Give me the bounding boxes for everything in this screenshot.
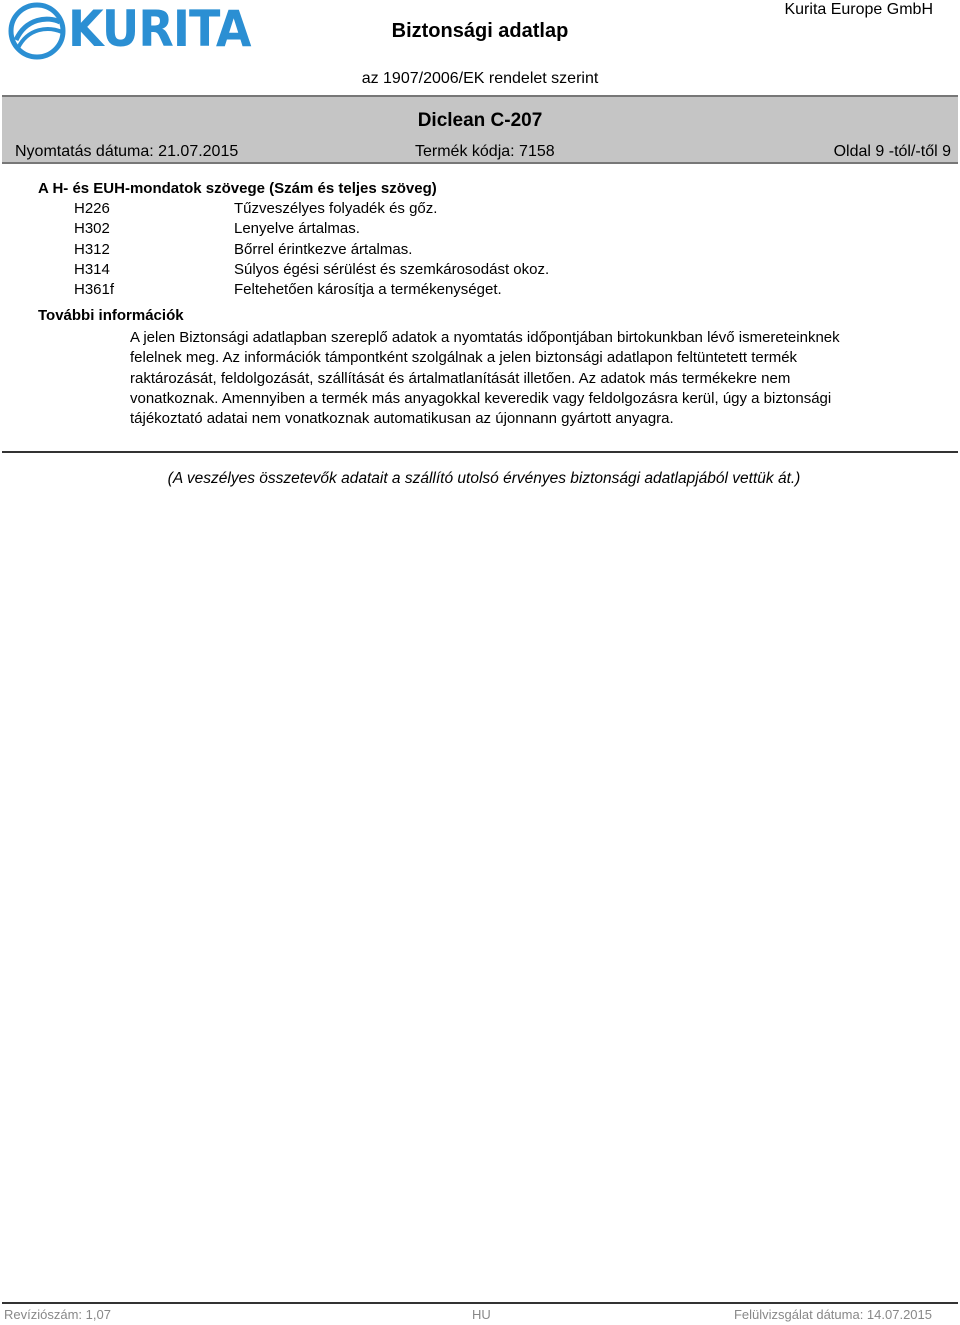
revision-number: Revíziószám: 1,07 (4, 1307, 111, 1322)
h-text: Bőrrel érintkezve ártalmas. (234, 241, 413, 258)
review-date: Felülvizsgálat dátuma: 14.07.2015 (733, 1307, 932, 1322)
language-code: HU (472, 1307, 491, 1322)
further-info-text: A jelen Biztonsági adatlapban szereplő adatok a nyomtatás időpontjában birtokunkban lévő ismereteinknek felelnek meg. Az információk támpontként szolgálnak a jelen biztonsági adatlapon feltüntetett termék raktározását, feldolgozását, szállítását és ártalmatlanítását illetően. Az adatok más termékekre nem vonatkoznak. Amennyiben a termék más anyagokkal keveredik vagy feldolgozásra kerül, úgy a biztonsági tájékoztató adatai nem vonatkoznak automatikusan az újonnann gyártott anyagra. (130, 329, 840, 428)
logo-text: KURITA (68, 0, 251, 58)
h-statement-row (0, 241, 960, 261)
h-text: Lenyelve ártalmas. (234, 220, 360, 237)
product-code: Termék kódja: 7158 (415, 143, 555, 160)
h-code: H226 (74, 200, 110, 217)
company-name: Kurita Europe GmbH (784, 1, 933, 18)
h-statement-row (0, 281, 960, 301)
product-name: Diclean C-207 (417, 110, 543, 131)
h-statement-row (0, 220, 960, 240)
h-statements-heading: A H- és EUH-mondatok szövege (Szám és teljes szöveg) (38, 180, 437, 197)
document-subtitle: az 1907/2006/EK rendelet szerint (361, 70, 599, 87)
h-code: H312 (74, 241, 110, 258)
footer-divider (2, 1302, 958, 1304)
h-text: Tűzveszélyes folyadék és gőz. (234, 200, 438, 217)
h-code: H314 (74, 261, 110, 278)
source-note: (A veszélyes összetevők adatait a szállító utolsó érvényes biztonsági adatlapjából vettük át.) (167, 470, 801, 487)
page-number: Oldal 9 -tól/-től 9 (833, 143, 951, 160)
divider (2, 451, 958, 453)
further-info-heading: További információk (38, 307, 184, 324)
h-statement-row (0, 261, 960, 281)
h-code: H302 (74, 220, 110, 237)
product-header-band (2, 95, 958, 164)
h-text: Súlyos égési sérülést és szemkárosodást okoz. (234, 261, 550, 278)
h-statement-row (0, 200, 960, 220)
h-text: Feltehetően károsítja a termékenységet. (234, 281, 502, 298)
print-date: Nyomtatás dátuma: 21.07.2015 (15, 143, 239, 160)
document-title: Biztonsági adatlap (391, 20, 569, 42)
h-code: H361f (74, 281, 115, 298)
